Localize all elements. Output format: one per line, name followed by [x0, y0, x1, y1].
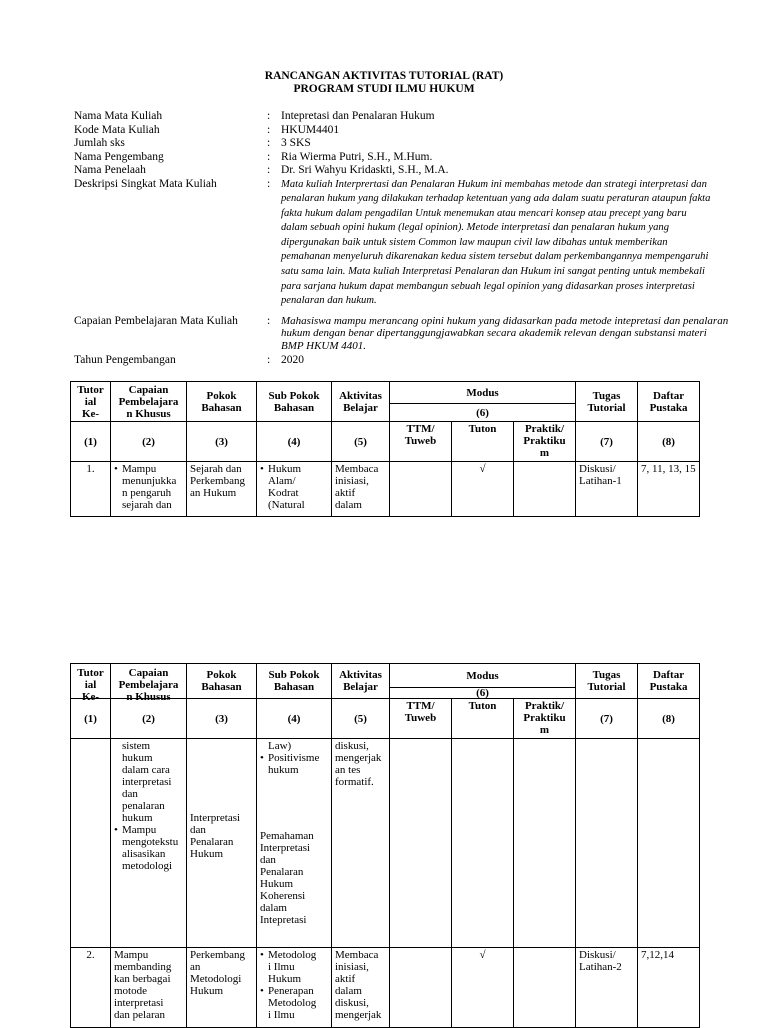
cell-text: [260, 830, 328, 926]
colon: :: [267, 150, 271, 163]
cell-line: Hukum: [260, 878, 293, 890]
cell-line: an Hukum: [190, 487, 237, 499]
capaian-cell: [111, 739, 187, 948]
cell-line: aktif: [335, 973, 356, 985]
capaian-cell: [111, 948, 187, 1028]
header-text: Pembelajara: [118, 679, 179, 691]
cell-line: Kodrat: [268, 487, 299, 499]
cell-text: [114, 740, 183, 824]
cell-line: diskusi,: [335, 997, 369, 1009]
cell-line: i Ilmu: [268, 1009, 295, 1021]
cell-line: • Mampu: [122, 824, 157, 836]
colon: :: [267, 315, 271, 327]
capaian-line: BMP HKUM 4401.: [281, 339, 367, 352]
ttm-cell: [390, 462, 452, 517]
ttm-cell: [390, 739, 452, 948]
cell-line: kan berbagai: [114, 973, 171, 985]
header-text: Pembelajara: [118, 395, 179, 408]
cell-line: • Positivisme: [268, 752, 320, 764]
cell-line: an: [190, 961, 201, 973]
cell-line: Intepretasi: [260, 914, 307, 926]
aktivitas-cell: [332, 739, 390, 948]
header-pokok: [187, 664, 257, 699]
penelaah-value: Dr. Sri Wahyu Kridaskti, S.H., M.A.: [281, 164, 449, 176]
header-num-1: (1): [71, 699, 111, 739]
cell-line: interpretasi: [122, 776, 172, 788]
subpokok-cell: [257, 462, 332, 517]
pokok-cell: [187, 948, 257, 1028]
header-text: Capaian: [128, 667, 169, 679]
bullet-item: [260, 463, 328, 511]
subpokok-cell: [257, 948, 332, 1028]
header-text: Pustaka: [649, 681, 688, 693]
cell-line: mengerjak: [335, 752, 382, 764]
header-modus-num: (6): [390, 404, 576, 422]
cell-line: Hukum: [190, 985, 223, 997]
header-text: Tutorial: [587, 681, 626, 693]
colon: :: [267, 110, 271, 122]
capaian-cell: [111, 462, 187, 517]
colon: :: [267, 354, 271, 366]
header-text: Bahasan: [201, 681, 242, 693]
cell-line: Pemahaman: [260, 830, 314, 842]
cell-line: alisasikan: [122, 848, 166, 860]
tuton-cell: [452, 739, 514, 948]
cell-line: Interpretasi: [190, 812, 241, 824]
header-text: Tutorial: [587, 401, 626, 414]
header-num-4: (4): [257, 699, 332, 739]
colon: :: [267, 123, 271, 136]
cell-line: Perkembang: [190, 949, 245, 961]
cell-line: Mampu: [114, 949, 149, 961]
header-num-5: (5): [332, 699, 390, 739]
nama-label: Nama Mata Kuliah: [74, 110, 163, 122]
colon: :: [267, 164, 271, 176]
header-text: Praktiku: [523, 712, 566, 724]
cell-line: Membaca: [335, 463, 379, 475]
cell-line: Koherensi: [260, 890, 306, 902]
deskripsi-line: fakta hukum dalam pengadilan Untuk menemukan atau mencari konsep atau precept yang baru: [281, 207, 687, 219]
bullet-item: [260, 985, 328, 1021]
course-info: [74, 110, 764, 370]
deskripsi-line: para sarjana hukum dapat membangun sebuah legal opinion yang didasarkan proses interpretasi: [281, 280, 695, 292]
header-text: ial: [84, 395, 97, 408]
bullet-item: [260, 949, 328, 985]
deskripsi-line: dalam sebuah opini hukum (legal opinion). Metode interpretasi dan penalaran hukum yang: [281, 222, 669, 234]
cell-line: i Ilmu: [268, 961, 295, 973]
header-tugas: [576, 382, 638, 422]
header-text: n Khusus: [126, 691, 171, 703]
header-ttm: [390, 699, 452, 739]
header-num-1: (1): [71, 422, 111, 462]
header-ttm: [390, 422, 452, 462]
subpokok-cell: [257, 739, 332, 948]
cell-line: an tes: [335, 764, 361, 776]
pengembang-label: Nama Pengembang: [74, 150, 164, 163]
header-tutorial: [71, 382, 111, 422]
header-text: Daftar: [652, 389, 685, 402]
cell-line: Latihan-2: [579, 961, 622, 973]
row-number: 2.: [71, 948, 111, 1028]
cell-line: mengotekstu: [122, 836, 179, 848]
bullet-item: [114, 463, 183, 511]
capaian-text: [281, 315, 767, 352]
header-num-8: (8): [638, 699, 700, 739]
cell-line: hukum: [122, 812, 153, 824]
cell-line: dalam: [335, 499, 362, 511]
header-num-3: (3): [187, 699, 257, 739]
header-subpokok: [257, 664, 332, 699]
header-text: Praktiku: [523, 435, 566, 447]
cell-line: mengerjak: [335, 1009, 382, 1021]
header-text: Ke-: [81, 691, 100, 703]
cell-line: Perkembang: [190, 475, 245, 487]
cell-line: dan: [122, 788, 138, 800]
header-text: Pokok: [206, 389, 237, 402]
rat-table-page2: [70, 663, 700, 1028]
header-modus-num: (6): [390, 688, 576, 699]
bullet-item: [260, 752, 328, 776]
praktik-cell: [514, 739, 576, 948]
header-text: Ke-: [81, 407, 100, 420]
header-capaian: [111, 382, 187, 422]
cell-line: interpretasi: [114, 997, 164, 1009]
header-tuton: Tuton: [452, 699, 514, 739]
tugas-cell: [576, 948, 638, 1028]
cell-line: Penalaran: [260, 866, 304, 878]
header-daftar: [638, 382, 700, 422]
cell-line: hukum: [268, 764, 299, 776]
header-text: Daftar: [652, 669, 685, 681]
capaian-label: Capaian Pembelajaran Mata Kuliah: [74, 315, 238, 327]
cell-line: motode: [114, 985, 147, 997]
header-text: TTM/: [406, 700, 435, 712]
ttm-cell: [390, 948, 452, 1028]
header-text: Tutor: [77, 667, 104, 679]
deskripsi-line: penalaran dan hukum.: [281, 295, 377, 307]
praktik-cell: [514, 462, 576, 517]
cell-line: sistem: [122, 740, 151, 752]
cell-line: penalaran: [122, 800, 165, 812]
cell-line: Sejarah dan: [190, 463, 242, 475]
header-text: Tugas: [592, 389, 621, 402]
cell-line: • Penerapan: [268, 985, 314, 997]
cell-line: dalam cara: [122, 764, 170, 776]
cell-line: Metodolog: [268, 997, 317, 1009]
cell-line: Diskusi/: [579, 463, 616, 475]
capaian-line: hukum dengan benar dipertanggungjawabkan secara akademik relevan dengan substansi materi: [281, 327, 707, 340]
tugas-cell: [576, 462, 638, 517]
tuton-checkmark: √: [452, 462, 514, 517]
header-tutorial: [71, 664, 111, 703]
header-text: Sub Pokok: [268, 389, 320, 402]
header-num-2: (2): [111, 699, 187, 739]
cell-text: [190, 812, 253, 860]
cell-line: menunjukka: [122, 475, 177, 487]
header-text: Aktivitas: [339, 669, 382, 681]
table-row: [71, 739, 700, 948]
header-text: Pokok: [206, 669, 237, 681]
header-num-5: (5): [332, 422, 390, 462]
header-num-3: (3): [187, 422, 257, 462]
header-text: Tuweb: [404, 435, 437, 447]
cell-line: Metodologi: [190, 973, 242, 985]
capaian-line: Mahasiswa mampu merancang opini hukum yang didasarkan pada metode intepretasi dan penalaran: [281, 315, 729, 327]
header-num-7: (7): [576, 699, 638, 739]
header-text: m: [539, 724, 550, 736]
cell-line: Latihan-1: [579, 475, 622, 487]
header-text: Sub Pokok: [268, 669, 320, 681]
cell-line: • Hukum: [268, 463, 301, 475]
kode-label: Kode Mata Kuliah: [74, 123, 160, 136]
header-clip: [74, 667, 107, 703]
deskripsi-text: [281, 178, 761, 309]
row-number: [71, 739, 111, 948]
header-praktik: [514, 422, 576, 462]
cell-line: dalam: [335, 985, 362, 997]
deskripsi-line: penalaran hukum yang dilakukan terhadap ketentuan yang ada dalam suatu peraturan ataupun fakta: [281, 193, 711, 205]
cell-line: dalam: [260, 902, 287, 914]
deskripsi-line: satu sama lain. Mata kuliah Interpretasi Penalaran dan Hukum ini sangat penting untuk membekali: [281, 266, 705, 278]
header-aktivitas: [332, 664, 390, 699]
cell-line: aktif: [335, 487, 356, 499]
header-modus: Modus: [390, 664, 576, 688]
cell-line: • Metodolog: [268, 949, 317, 961]
sks-label: Jumlah sks: [74, 137, 125, 149]
cell-line: (Natural: [268, 499, 305, 511]
header-tuton: Tuton: [452, 422, 514, 462]
deskripsi-line: pemahanan menyeluruh dikarenakan kedua sistem tersebut dalam perkembangannya mempengaruhi: [281, 251, 709, 263]
nama-value: Intepretasi dan Penalaran Hukum: [281, 110, 435, 122]
colon: :: [267, 177, 271, 190]
deskripsi-line: Mata kuliah Interprertasi dan Penalaran Hukum ini membahas metode dan strategi interpretasi dan: [281, 178, 707, 190]
pengembang-value: Ria Wierma Putri, S.H., M.Hum.: [281, 150, 433, 163]
cell-line: membanding: [114, 961, 172, 973]
cell-line: Law): [268, 740, 292, 752]
daftar-cell: 7,12,14: [638, 948, 700, 1028]
cell-line: n pengaruh: [122, 487, 172, 499]
tugas-cell: [576, 739, 638, 948]
header-subpokok: [257, 382, 332, 422]
penelaah-label: Nama Penelaah: [74, 164, 146, 176]
cell-line: Hukum: [190, 848, 223, 860]
cell-line: hukum: [122, 752, 153, 764]
header-text: n Khusus: [126, 407, 171, 420]
header-text: m: [539, 447, 550, 459]
cell-line: Membaca: [335, 949, 379, 961]
colon: :: [267, 137, 271, 149]
header-text: Praktik/: [524, 423, 565, 435]
tahun-label: Tahun Pengembangan: [74, 354, 176, 366]
sks-value: 3 SKS: [281, 137, 311, 149]
header-pokok: [187, 382, 257, 422]
header-text: Bahasan: [273, 401, 315, 414]
tahun-value: 2020: [281, 354, 304, 366]
cell-line: Diskusi/: [579, 949, 616, 961]
header-text: ial: [84, 679, 97, 691]
table-row: [71, 948, 700, 1028]
cell-line: dan pelaran: [114, 1009, 165, 1021]
header-text: Tugas: [592, 669, 621, 681]
kode-value: HKUM4401: [281, 123, 340, 136]
header-text: Tuweb: [404, 712, 437, 724]
cell-line: dan: [190, 824, 206, 836]
header-num-2: (2): [111, 422, 187, 462]
daftar-cell: [638, 739, 700, 948]
header-text: Belajar: [343, 401, 378, 414]
header-num-4: (4): [257, 422, 332, 462]
row-number: 1.: [71, 462, 111, 517]
header-capaian: [111, 664, 187, 703]
header-text: Belajar: [343, 681, 378, 693]
cell-line: inisiasi,: [335, 475, 369, 487]
header-text: Tutor: [77, 383, 104, 396]
cell-line: dan: [260, 854, 276, 866]
tuton-checkmark: √: [452, 948, 514, 1028]
deskripsi-line: dipergunakan baik untuk sistem Common law maupun civil law dibahas untuk memberikan: [281, 236, 668, 248]
cell-line: diskusi,: [335, 740, 369, 752]
header-text: Pustaka: [649, 401, 688, 414]
header-praktik: [514, 699, 576, 739]
deskripsi-label: Deskripsi Singkat Mata Kuliah: [74, 177, 217, 190]
cell-line: formatif.: [335, 776, 374, 788]
cell-line: • Mampu: [122, 463, 157, 475]
header-text: Bahasan: [201, 401, 242, 414]
table-row: [71, 462, 700, 517]
header-aktivitas: [332, 382, 390, 422]
pokok-cell: [187, 739, 257, 948]
header-text: TTM/: [406, 423, 435, 435]
cell-line: Alam/: [268, 475, 296, 487]
document-title-line2: PROGRAM STUDI ILMU HUKUM: [293, 83, 475, 95]
header-text: Capaian: [128, 383, 169, 396]
cell-line: inisiasi,: [335, 961, 369, 973]
header-text: Aktivitas: [339, 389, 382, 402]
bullet-item: [114, 824, 183, 872]
header-modus: Modus: [390, 382, 576, 404]
header-num-7: (7): [576, 422, 638, 462]
header-text: Bahasan: [273, 681, 315, 693]
rat-table-page1: [70, 381, 700, 517]
praktik-cell: [514, 948, 576, 1028]
cell-line: metodologi: [122, 860, 173, 872]
header-tugas: [576, 664, 638, 699]
aktivitas-cell: [332, 948, 390, 1028]
cell-line: Hukum: [268, 973, 301, 985]
cell-line: Penalaran: [190, 836, 234, 848]
header-daftar: [638, 664, 700, 699]
cell-line: sejarah dan: [122, 499, 172, 511]
cell-line: Interpretasi: [260, 842, 311, 854]
daftar-cell: 7, 11, 13, 15: [638, 462, 700, 517]
header-num-8: (8): [638, 422, 700, 462]
aktivitas-cell: [332, 462, 390, 517]
document-title-line1: RANCANGAN AKTIVITAS TUTORIAL (RAT): [264, 70, 504, 82]
header-text: Praktik/: [524, 700, 565, 712]
header-clip: [114, 667, 183, 703]
pokok-cell: [187, 462, 257, 517]
